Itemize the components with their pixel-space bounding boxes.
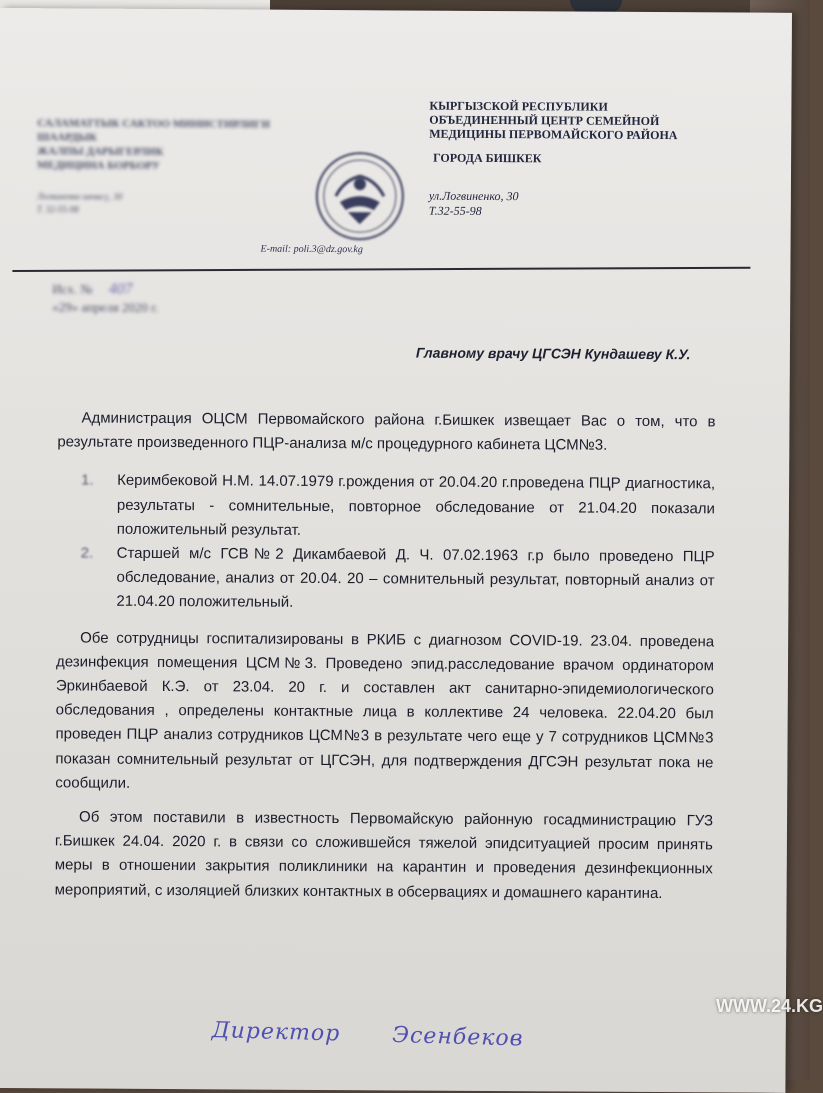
addressee: Главному врачу ЦГСЭН Кундашеву К.У. (415, 344, 691, 363)
disinfection-paragraph: Обе сотрудницы госпитализированы в РКИБ с диагнозом COVID-19. 23.04. проведена дезинфекция помещения ЦСМ№3. Проведено эпид.расследование врачом ординатором Эркинбаевой К.Э. от 23.04. 20 г. и составлен акт санитарно-эпидемиологического обследования , определены контактные лица в коллективе 24 человека. 22.04.20 был проведен ПЦР анализ сотрудников ЦСМ№3 в результате чего еще у 7 сотрудников ЦСМ№3 показан сомнительный результат от ЦГСЭН, для подтверждения ДГСЭН результат пока не сообщили. (55, 629, 715, 792)
signature-name: Эсенбеков (391, 1022, 524, 1052)
header-right-russian (429, 99, 730, 221)
header-right-line: МЕДИЦИНЫ ПЕРВОМАЙСКОГО РАЙОНА (429, 126, 678, 143)
signature-title: Директор (211, 1018, 341, 1047)
list-item-number: 1. (81, 471, 94, 489)
header-divider (12, 267, 750, 272)
outgoing-label: Исх. № (52, 281, 93, 297)
header-left-phone: Т. 32-55-98 (36, 204, 79, 215)
letter-body (55, 406, 716, 906)
state-emblem-icon (314, 150, 407, 243)
header-left-kyrgyz (37, 116, 308, 218)
header-left-street: Логвиненко көчөсү, 30 (36, 191, 123, 202)
header-right-line: ОБЪЕДИНЕННЫЙ ЦЕНТР СЕМЕЙНОЙ (429, 112, 660, 129)
list-item (56, 541, 714, 618)
header-right-city: ГОРОДА БИШКЕК (433, 150, 542, 166)
outgoing-date: «29» апреля 2020 г. (52, 299, 159, 315)
list-item (57, 469, 715, 546)
header-left-line: ЖАЛПЫ ДАРЫГЕРЛИК (37, 145, 164, 159)
header-right-line: КЫРГЫЗСКОЙ РЕСПУБЛИКИ (429, 98, 608, 114)
site-watermark: WWW.24.KG (716, 996, 823, 1016)
outgoing-reference (52, 280, 158, 317)
handwritten-signature (211, 1018, 523, 1051)
list-item-text: Керимбековой Н.М. 14.07.1979 г.рождения от 20.04.20 г.проведена ПЦР диагностика, результаты - сомнительные, повторное обследование от 21.04.20 показали положительный результат. (116, 472, 716, 539)
header-left-line: МЕДИЦИНА БОРБОРУ (37, 159, 161, 172)
header-left-line: САЛАМАТТЫК САКТОО МИНИСТИРЛИГИ (37, 117, 271, 131)
header-right-street: ул.Логвиненко, 30 (428, 188, 519, 204)
header-left-address (37, 190, 307, 218)
request-paragraph: Об этом поставили в известность Первомайскую районную госадминистрацию ГУЗ г.Бишкек 24.04. 2020 г. в связи со сложившейся тяжелой эпидситуацией просим принять меры в отношении закрытия поликлиники на карантин и проведения дезинфекционных мероприятий, с изоляцией близких контактных в обсервациях и домашнего карантина. (54, 808, 714, 902)
header-right-phone: Т.32-55-98 (428, 203, 482, 218)
list-item-number: 2. (80, 544, 94, 562)
outgoing-number: 407 (108, 280, 133, 298)
header-email: E-mail: poli.3@dz.gov.kg (260, 243, 363, 256)
list-item-text: Старшей м/с ГСВ№2 Дикамбаевой Д. Ч. 07.02.1963 г.р было проведено ПЦР обследование, анализ от 20.04. 20 – сомнительный результат, повторный анализ от 21.04.20 положительный. (116, 544, 715, 612)
intro-paragraph: Администрация ОЦСМ Первомайского района г.Бишкек извещает Вас о том, что в результате произведенного ПЦР-анализа м/с процедурного кабинета ЦСМ№3. (57, 409, 716, 454)
case-list (56, 469, 715, 618)
header-right-address (429, 189, 729, 221)
header-left-line: ШААРДЫК (37, 131, 98, 144)
letter-page (0, 8, 792, 1093)
